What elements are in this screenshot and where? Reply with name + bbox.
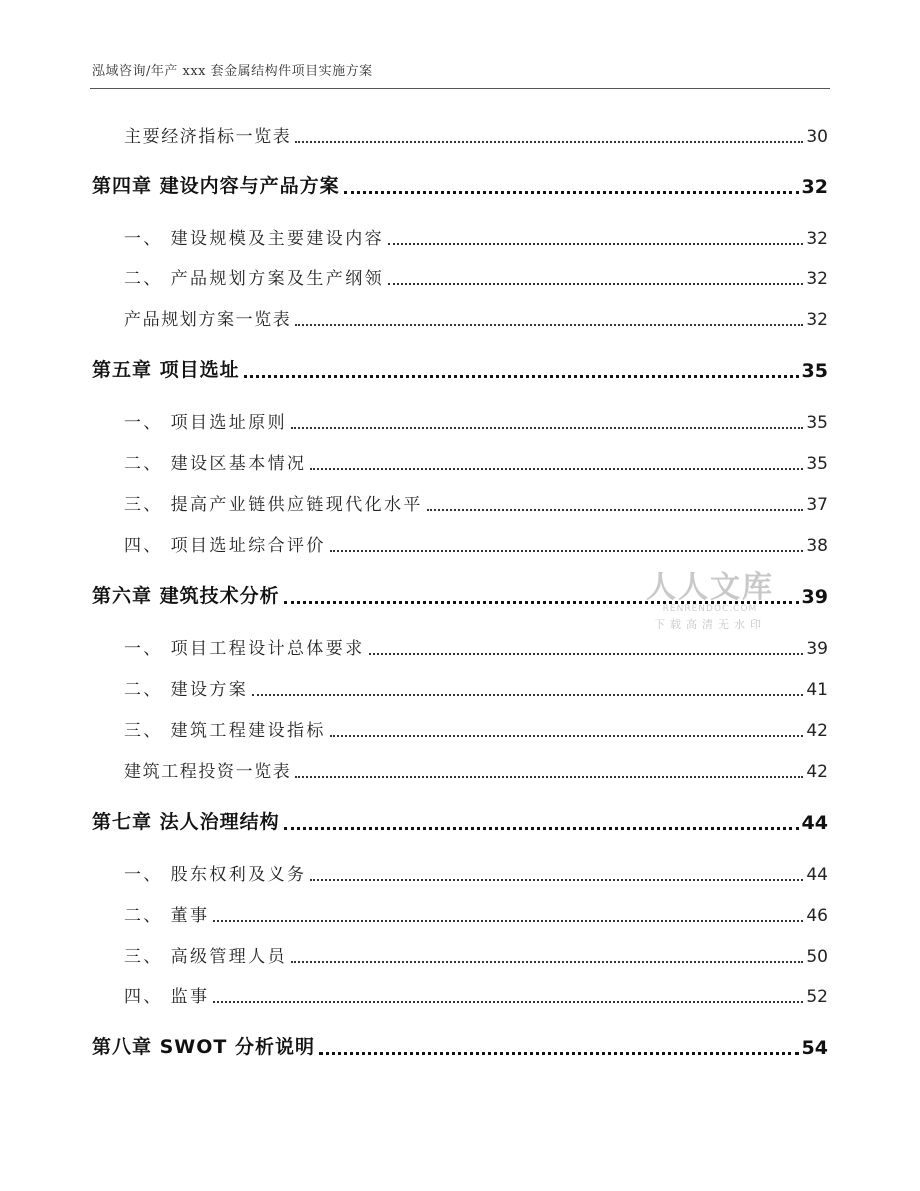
toc-entry[interactable]	[92, 896, 828, 926]
toc-leader-dots	[369, 643, 804, 655]
toc-chapter-title: 第七章 法人治理结构	[92, 811, 280, 833]
toc-leader-dots	[291, 417, 803, 429]
toc-leader-dots	[291, 951, 803, 963]
toc-entry-page: 46	[806, 906, 828, 926]
toc-entry[interactable]	[92, 752, 828, 782]
toc-entry[interactable]	[92, 711, 828, 741]
toc-entry-title: 二、 建设方案	[124, 680, 249, 700]
toc-leader-dots	[284, 817, 799, 830]
toc-leader-dots	[295, 766, 803, 778]
toc-chapter-entry[interactable]	[92, 168, 828, 198]
toc-entry-page: 32	[806, 229, 828, 249]
toc-leader-dots	[295, 314, 803, 326]
toc-entry-title: 二、 董事	[124, 906, 210, 926]
toc-leader-dots	[330, 725, 804, 737]
toc-leader-dots	[388, 273, 803, 285]
watermark-url: RENRENDOC.COM	[662, 604, 758, 614]
toc-entry[interactable]	[92, 259, 828, 289]
toc-entry[interactable]	[92, 526, 828, 556]
toc-leader-dots	[344, 181, 799, 194]
toc-entry[interactable]	[92, 219, 828, 249]
toc-leader-dots	[310, 458, 803, 470]
toc-entry-page: 35	[806, 454, 828, 474]
toc-entry-page: 30	[806, 127, 828, 147]
running-header: 泓域咨询/年产 xxx 套金属结构件项目实施方案	[92, 64, 373, 79]
toc-entry[interactable]	[92, 444, 828, 474]
toc-chapter-entry[interactable]	[92, 352, 828, 382]
toc-entry[interactable]	[92, 629, 828, 659]
toc-entry-page: 42	[806, 721, 828, 741]
toc-entry[interactable]	[92, 485, 828, 515]
toc-entry-page: 32	[806, 269, 828, 289]
toc-entry-title: 产品规划方案一览表	[124, 310, 292, 330]
toc-entry-page: 35	[806, 413, 828, 433]
toc-chapter-entry[interactable]	[92, 804, 828, 834]
toc-chapter-page: 35	[801, 360, 828, 382]
toc-entry[interactable]	[92, 117, 828, 147]
watermark-subtitle: 下载高清无水印	[654, 618, 766, 631]
toc-entry-page: 42	[806, 762, 828, 782]
toc-chapter-page: 44	[801, 812, 828, 834]
toc-leader-dots	[295, 131, 803, 143]
toc-entry[interactable]	[92, 937, 828, 967]
toc-entry-title: 建筑工程投资一览表	[124, 762, 292, 782]
toc-entry-title: 一、 项目工程设计总体要求	[124, 639, 365, 659]
toc-chapter-title: 第八章 SWOT 分析说明	[92, 1036, 315, 1058]
toc-leader-dots	[213, 991, 803, 1003]
toc-entry-title: 一、 建设规模及主要建设内容	[124, 229, 385, 249]
toc-chapter-title: 第六章 建筑技术分析	[92, 585, 280, 607]
toc-chapter-title: 第五章 项目选址	[92, 359, 240, 381]
toc-entry-title: 三、 提高产业链供应链现代化水平	[124, 495, 423, 515]
toc-entry[interactable]	[92, 977, 828, 1007]
toc-entry-title: 一、 股东权利及义务	[124, 865, 307, 885]
toc-leader-dots	[213, 910, 803, 922]
toc-entry-page: 37	[806, 495, 828, 515]
watermark	[640, 562, 780, 632]
toc-leader-dots	[244, 365, 799, 378]
toc-leader-dots	[252, 684, 803, 696]
toc-entry[interactable]	[92, 403, 828, 433]
toc-entry-title: 四、 监事	[124, 987, 210, 1007]
toc-entry-title: 三、 高级管理人员	[124, 947, 288, 967]
toc-entry-title: 四、 项目选址综合评价	[124, 536, 326, 556]
toc-chapter-page: 54	[801, 1037, 828, 1059]
toc-leader-dots	[319, 1042, 799, 1055]
toc-entry-page: 32	[806, 310, 828, 330]
toc-entry-page: 44	[806, 865, 828, 885]
toc-leader-dots	[427, 499, 804, 511]
toc-entry-page: 50	[806, 947, 828, 967]
toc-entry-page: 41	[806, 680, 828, 700]
toc-entry-page: 38	[806, 536, 828, 556]
toc-entry-title: 三、 建筑工程建设指标	[124, 721, 326, 741]
toc-chapter-page: 39	[801, 586, 828, 608]
toc-entry[interactable]	[92, 855, 828, 885]
toc-entry[interactable]	[92, 300, 828, 330]
toc-entry-page: 52	[806, 987, 828, 1007]
toc-leader-dots	[330, 540, 804, 552]
toc-entry-title: 二、 产品规划方案及生产纲领	[124, 269, 385, 289]
toc-chapter-title: 第四章 建设内容与产品方案	[92, 175, 340, 197]
toc-chapter-page: 32	[801, 176, 828, 198]
toc-entry-title: 一、 项目选址原则	[124, 413, 288, 433]
toc-chapter-entry[interactable]	[92, 1029, 828, 1059]
toc-leader-dots	[310, 869, 803, 881]
toc-entry-title: 主要经济指标一览表	[124, 127, 292, 147]
toc-entry[interactable]	[92, 670, 828, 700]
toc-entry-title: 二、 建设区基本情况	[124, 454, 307, 474]
toc-leader-dots	[388, 233, 803, 245]
toc-entry-page: 39	[806, 639, 828, 659]
watermark-title: 人人文库	[646, 570, 774, 605]
